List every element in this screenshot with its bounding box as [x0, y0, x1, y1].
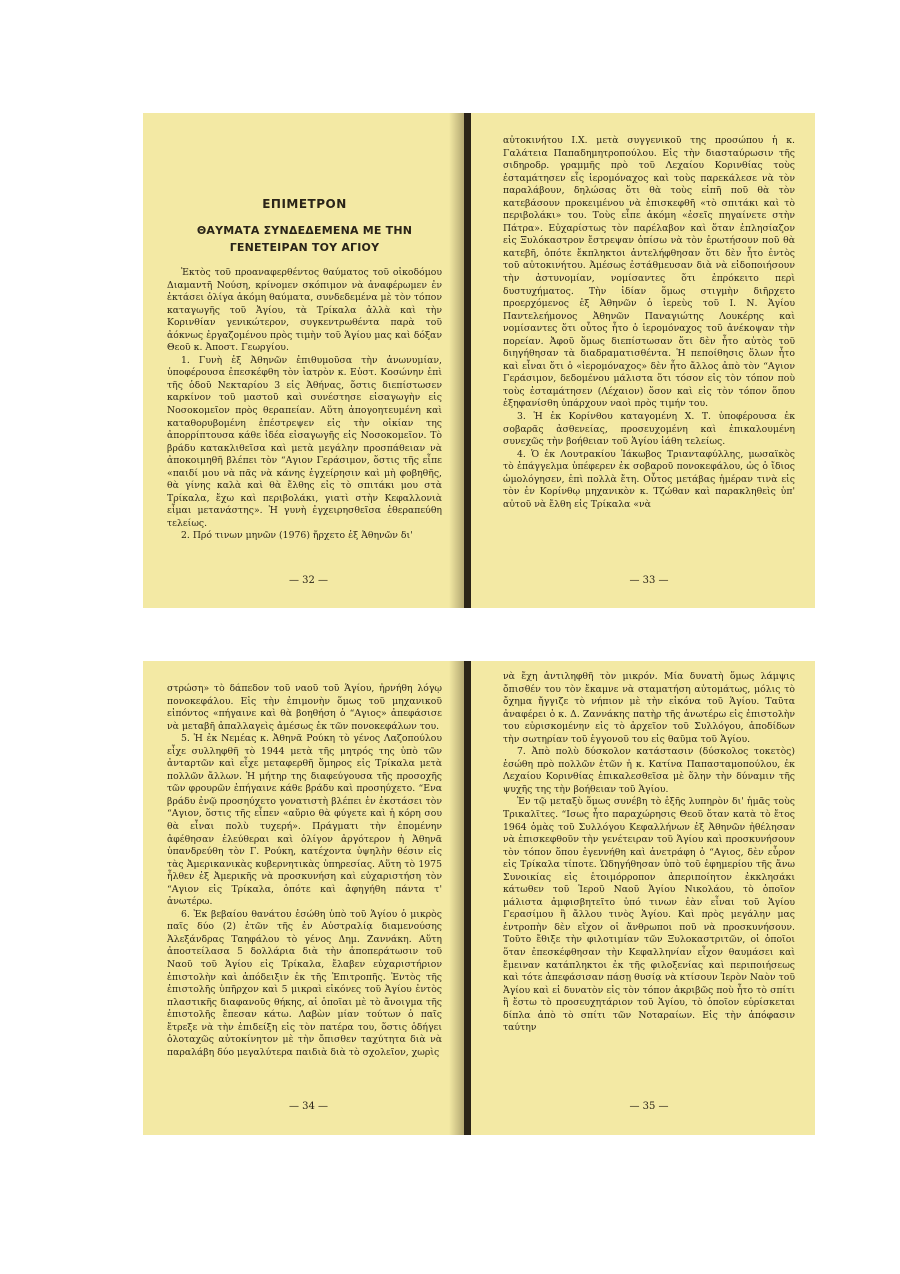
paragraph: αὐτοκινήτου Ι.Χ. μετὰ συγγενικοῦ της προσώπου ἡ κ. Γαλάτεια Παπαδημητροπούλου. Εἰς τὴν διασταύρωσιν τῆς σιδηροδρ. γραμμῆς πρὸ τοῦ Λεχαίου Κορινθίας τοὺς ἐσταμάτησεν εἷς ἱερομόναχος καὶ τοὺς παρεκάλεσε νὰ τὸν παραλάβουν, δηλώσας ὅτι θὰ τοὺς εἰπῆ ποῦ θὰ τὸν κατεβάσουν προκειμένου νὰ ἐπισκεφθῆ «τὸ σπιτάκι καὶ τὸ περιβολάκι» του. Τοὺς εἶπε ἀκόμη «ἐσεῖς πηγαίνετε στὴν Πάτρα». Εὐχαρίστως τὸν παρέλαβον καὶ ὅταν ἐπλησίαζον εἰς Ξυλόκαστρον ἔστρεψαν ὀπίσω νὰ τὸν ἐρωτήσουν ποῦ θὰ κατεβῆ, ὁπότε ἔκπληκτοι ἀντελήφθησαν ὅτι δὲν ἦτο ἐντὸς τοῦ αὐτοκινήτου. Ἀμέσως ἐστάθμευσαν διὰ νὰ εἰδοποιήσουν τὴν ἀστυνομίαν, νομίσαντες ὅτι ἐπρόκειτο περὶ δυστυχήματος. Τὴν ἰδίαν ὅμως στιγμὴν διῆρχετο προερχόμενος ἐξ Ἀθηνῶν ὁ ἱερεὺς τοῦ Ι. Ν. Ἁγίου Παντελεήμονος Ἀθηνῶν Παναγιώτης Λουκέρης καὶ νομίσαντες ὅτι οὗτος ἦτο ὁ ἱερομόναχος τοῦ ἀνέκοψαν τὴν πορείαν. Ἀφοῦ ὅμως διεπίστωσαν ὅτι δὲν ἦτο αὐτὸς τοῦ διηγήθησαν τὰ διαδραματισθέντα. Ἡ πεποίθησις ὅλων ἦτο καὶ εἶναι ὅτι ὁ «ἱερομόναχος» δὲν ἦτο ἄλλος ἀπὸ τὸν “Αγιον Γεράσιμον, δεδομένου μάλιστα ὅτι τόσον εἰς τὸν τόπον ποὺ τοὺς ἐσταμάτησεν (Λέχαιον) ὅσον καὶ εἰς τὸν τόπον ὅπου ἐξηφανίσθη ὑπάρχουν ναοὶ πρὸς τιμήν του.	[503, 135, 795, 410]
paragraph: στρώση» τὸ δάπεδον τοῦ ναοῦ τοῦ Ἁγίου, ἠρνήθη λόγῳ πονοκεφάλου. Εἰς τὴν ἐπιμονὴν ὅμως τοῦ μηχανικοῦ εἰπόντος «πήγαινε καὶ θὰ βοηθήση ὁ “Αγιος» ἀπεφάσισε νὰ μεταβῆ ἀπαλλαγεὶς ἀμέσως ἐκ τῶν πονοκεφάλων του.	[167, 683, 442, 732]
page-35	[471, 661, 815, 1135]
book-spread-top	[143, 113, 815, 608]
page-number: — 32 —	[288, 575, 329, 586]
paragraph: 4. Ὁ ἐκ Λουτρακίου Ἰάκωβος Τριανταφύλλης, μωσαϊκὸς τὸ ἐπάγγελμα ὑπέφερεν ἐκ σοβαροῦ πονοκεφάλου, ὡς ὁ ἴδιος ὡμολόγησεν, ἐπὶ πολλὰ ἔτη. Οὗτος μετάβας ἡμέραν τινὰ εἰς τὸν ἐν Κορίνθῳ μηχανικὸν κ. Τζώθαν καὶ παρακληθεὶς ὑπ' αὐτοῦ νὰ ἔλθη εἰς Τρίκαλα «νὰ	[503, 448, 795, 510]
paragraph: Ἐκτὸς τοῦ προαναφερθέντος θαύματος τοῦ οἰκοδόμου Διαμαντῆ Νούση, κρίνομεν σκόπιμον νὰ ἀναφέρωμεν ἐν ἐκτάσει ὀλίγα ἀκόμη θαύματα, συνδεδεμένα μὲ τὸν τόπον καταγωγῆς τοῦ Ἁγίου, τὰ Τρίκαλα ἀλλὰ καὶ τὴν Κορινθίαν γενικώτερον, συγκεντρωθέντα παρὰ τοῦ ἀόκνως ἐργαζομένου πρὸς τιμὴν τοῦ Ἁγίου μας καὶ δόξαν Θεοῦ κ. Ἀποστ. Γεωργίου.	[167, 267, 442, 354]
gutter-shadow	[449, 113, 464, 608]
appendix-heading	[167, 197, 442, 256]
page-32	[143, 113, 464, 608]
page-35-text	[503, 671, 795, 1035]
page-34-text	[167, 683, 442, 1059]
paragraph: 1. Γυνὴ ἐξ Ἀθηνῶν ἐπιθυμοῦσα τὴν ἀνωνυμίαν, ὑποφέρουσα ἐπεσκέφθη τὸν ἰατρὸν κ. Εὐστ. Κοσώνην ἐπὶ τῆς ὁδοῦ Νεκταρίου 3 εἰς Ἀθήνας, ὅστις διεπίστωσεν καρκίνον τοῦ μαστοῦ καὶ συνέστησε εἰσαγωγὴν εἰς Νοσοκομεῖον πρὸς θεραπείαν. Αὕτη ἀπογοητευμένη καὶ καταθορυβομένη ἐπέστρεψεν εἰς τὴν οἰκίαν της ἀπορρίπτουσα κάθε ἰδέα εἰσαγωγῆς εἰς Νοσοκομεῖον. Τὸ βράδυ κατακλιθεῖσα καὶ μετὰ μεγάλην προσπάθειαν νὰ ἀποκοιμηθῆ βλέπει τὸν “Αγιον Γεράσιμον, ὅστις τῆς εἶπε «παιδί μου νὰ πᾶς νὰ κάνης ἐγχείρησιν καὶ μὴ φοβηθῆς, θὰ γίνης καλὰ καὶ θὰ ἔλθης εἰς τὸ σπιτάκι μου στὰ Τρίκαλα, ἔχω καὶ περιβολάκι, γιατὶ στὴν Κεφαλλονιὰ εἶμαι μετανάστης». Ἡ γυνὴ ἐγχειρησθεῖσα ἐθεραπεύθη τελείως.	[167, 354, 442, 529]
paragraph: Ἐν τῷ μεταξὺ ὅμως συνέβη τὸ ἑξῆς λυπηρὸν δι' ἡμᾶς τοὺς Τρικαλῖτες. “Ισως ἦτο παραχώρησις Θεοῦ ὅταν κατὰ τὸ ἔτος 1964 ὁμὰς τοῦ Συλλόγου Κεφαλλήνων ἐξ Ἀθηνῶν ἠθέλησαν νὰ ἐπισκεφθοῦν τὴν γενέτειραν τοῦ Ἁγίου καὶ προσκυνήσουν τὸν τόπον ὅπου ἐγεννήθη καὶ ἀνετράφη ὁ “Αγιος, δὲν εὗρον εἰς Τρίκαλα τίποτε. Ὡδηγήθησαν ὑπὸ τοῦ ἐφημερίου τῆς ἄνω Συνοικίας εἰς ἑτοιμόρροπον ἀπεριποίητον ἐκκλησάκι κάτωθεν τοῦ Ἱεροῦ Ναοῦ Ἁγίου Νικολάου, τὸ ὁποῖον μάλιστα ἀμφισβητεῖτο ὑπό τινων ἐὰν εἶναι τοῦ Ἁγίου Γερασίμου ἢ ἄλλου τινὸς Ἁγίου. Καὶ πρὸς μεγάλην μας ἐντροπὴν δὲν εἴχον οἱ ἄνθρωποι ποῦ νὰ προσκυνήσουν. Τοῦτο ἔθιξε τὴν φιλοτιμίαν τῶν Ξυλοκαστριτῶν, οἱ ὁποῖοι ὅταν ἐπεσκέφθησαν τὴν Κεφαλληνίαν εἶχον θαυμάσει καὶ ἔμειναν κατάπληκτοι ἐκ τῆς φιλοξενίας καὶ περιποιήσεως καὶ τότε ἀπεφάσισαν πάσῃ θυσίᾳ νὰ κτίσουν Ἱερὸν Ναὸν τοῦ Ἁγίου καὶ εἰ δυνατὸν εἰς τὸν τόπον ἀκριβῶς ποὺ ἦτο τὸ σπίτι ἢ ἔστω τὸ προσευχητάριον τοῦ Ἁγίου, τὸ ὁποῖον εὑρίσκεται δίπλα ἀπὸ τὸ σπίτι τῶν Νοταραίων. Εἰς τὴν ἀπόφασιν ταύτην	[503, 796, 795, 1034]
page-33-text	[503, 135, 795, 511]
paragraph: 7. Ἀπὸ πολὺ δύσκολον κατάστασιν (δύσκολος τοκετὸς) ἐσώθη πρὸ πολλῶν ἐτῶν ἡ κ. Κατίνα Παπασταμοπούλου, ἐκ Λεχαίου Κορινθίας ἐπικαλεσθεῖσα μὲ ὅλην τὴν δύναμιν τῆς ψυχῆς της τὴν βοήθειαν τοῦ Ἁγίου.	[503, 746, 795, 795]
paragraph: 3. Ἡ ἐκ Κορίνθου καταγομένη Χ. Τ. ὑποφέρουσα ἐκ σοβαρᾶς ἀσθενείας, προσευχομένη καὶ ἐπικαλουμένη συνεχῶς τὴν βοήθειαν τοῦ Ἁγίου ἰάθη τελείως.	[503, 411, 795, 448]
page-32-text	[167, 267, 442, 543]
book-gutter	[464, 113, 471, 608]
section-title: ΕΠΙΜΕΤΡΟΝ	[262, 197, 347, 211]
book-spread-bottom	[143, 661, 815, 1135]
paragraph: 6. Ἐκ βεβαίου θανάτου ἐσώθη ὑπὸ τοῦ Ἁγίου ὁ μικρὸς παῖς δύο (2) ἐτῶν τῆς ἐν Αὐστραλίᾳ διαμενούσης Ἀλεξάνδρας Ταηφάλου τὸ γένος Δημ. Ζαννάκη. Αὕτη ἀποστείλασα 5 δολλάρια διὰ τὴν ἀποπεράτωσιν τοῦ Ναοῦ τοῦ Ἁγίου εἰς Τρίκαλα, ἔλαβεν εὐχαριστήριον ἐπιστολὴν καὶ ἀπόδειξιν ἐκ τῆς Ἐπιτροπῆς. Ἐντὸς τῆς ἐπιστολῆς ὑπῆρχον καὶ 5 μικραὶ εἰκόνες τοῦ Ἁγίου ἐντὸς πλαστικῆς διαφανοῦς θήκης, αἱ ὁποῖαι μὲ τὸ ἄνοιγμα τῆς ἐπιστολῆς ἔπεσαν κάτω. Λαβὼν μίαν τούτων ὁ παῖς ἔτρεξε νὰ τὴν ἐπιδείξη εἰς τὸν πατέρα του, ὅστις ὁδήγει ὀλοταχῶς αὐτοκίνητον μὲ τὴν ὄπισθεν ταχύτητα διὰ νὰ παραλάβη δύο μεγαλύτερα παιδιὰ διὰ τὸ σχολεῖον, χωρὶς	[167, 908, 442, 1058]
paragraph: νὰ ἔχη ἀντιληφθῆ τὸν μικρόν. Μία δυνατὴ ὅμως λάμψις ὄπισθέν του τὸν ἔκαμνε νὰ σταματήση αὐτομάτως, μόλις τὸ ὄχημα ἤγγιζε τὸ νήπιον μὲ τὴν εἰκόνα τοῦ Ἁγίου. Ταῦτα ἀναφέρει ὁ κ. Δ. Ζαννάκης πατὴρ τῆς ἀνωτέρω εἰς ἐπιστολὴν του εὑρισκομένην εἰς τὸ ἀρχεῖον τοῦ Συλλόγου, ἀποδίδων τὴν σωτηρίαν τοῦ ἐγγονοῦ του εἰς θαῦμα τοῦ Ἁγίου.	[503, 671, 795, 745]
page-number: — 35 —	[629, 1101, 669, 1112]
subtitle-line-1: ΘΑΥΜΑΤΑ ΣΥΝΔΕΔΕΜΕΝΑ ΜΕ ΤΗΝ	[196, 224, 413, 237]
page-number: — 33 —	[629, 575, 669, 586]
page-number: — 34 —	[288, 1101, 329, 1112]
paragraph: 5. Ἡ ἐκ Νεμέας κ. Ἀθηνᾶ Ρούκη τὸ γένος Λαζοπούλου εἶχε συλληφθῆ τὸ 1944 μετὰ τῆς μητρός της ὑπὸ τῶν ἀνταρτῶν καὶ εἶχε μεταφερθῆ ὅμηρος εἰς Τρίκαλα μετὰ πολλῶν ἄλλων. Ἡ μήτηρ της διαφεύγουσα τῆς προσοχῆς τῶν φρουρῶν ἐπήγαινε κάθε βράδυ καὶ προσηύχετο. “Ενα βράδυ ἐνῷ προσηύχετο γονατιστὴ βλέπει ἐν ἐκστάσει τὸν “Αγιον, ὅστις τῆς εἶπεν «αὔριο θὰ φύγετε καὶ ἡ κόρη σου θὰ εἶναι πολὺ τυχερή». Πράγματι τὴν ἐπομένην ἀφέθησαν ἐλεύθεραι καὶ ὀλίγον ἀργότερον ἡ Ἀθηνᾶ ὑπανδρεύθη τὸν Γ. Ρούκη, κατέχοντα ὑψηλὴν θέσιν εἰς τὰς Ἀμερικανικὰς κυβερνητικὰς ὑπηρεσίας. Αὕτη τὸ 1975 ἦλθεν ἐξ Ἀμερικῆς νὰ προσκυνήση καὶ εὐχαριστήση τὸν “Αγιον εἰς Τρίκαλα, ὁπότε καὶ ἀφηγήθη πάντα τ' ἀνωτέρω.	[167, 733, 442, 908]
page-34	[143, 661, 464, 1135]
page-33	[471, 113, 815, 608]
book-gutter	[464, 661, 471, 1135]
gutter-shadow	[449, 661, 464, 1135]
subtitle-line-2: ΓΕΝΕΤΕΙΡΑΝ ΤΟΥ ΑΓΙΟΥ	[229, 241, 380, 254]
section-subtitle	[167, 222, 442, 256]
paragraph: 2. Πρό τινων μηνῶν (1976) ἤρχετο ἐξ Ἀθηνῶν δι'	[181, 530, 413, 542]
